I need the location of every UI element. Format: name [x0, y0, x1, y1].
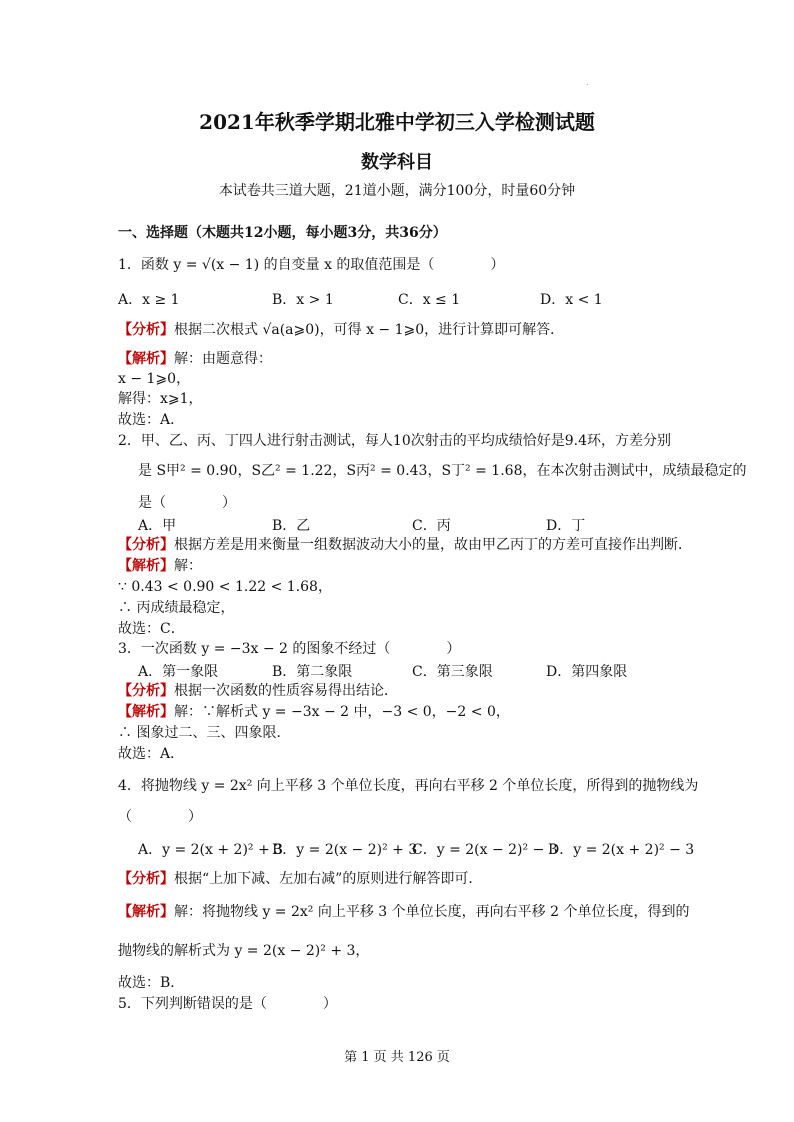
solution-tag: 【解析】: [118, 904, 174, 920]
q3-stem: 3．一次函数 y = −3x − 2 的图象不经过（ ）: [118, 641, 461, 657]
analysis-tag: 【分析】: [118, 537, 174, 553]
q2-step-2: ∵ 0.43 < 0.90 < 1.22 < 1.68，: [118, 579, 332, 595]
q4-step-3: 故选：B．: [118, 975, 185, 991]
q1-analysis-line: [118, 321, 564, 339]
q4-analysis: 根据“上加下减、左加右减”的原则进行解答即可．: [174, 871, 483, 887]
q2-option-b: B．乙: [272, 518, 311, 534]
q3-step-3: 故选：A．: [118, 746, 185, 762]
solution-tag: 【解析】: [118, 558, 174, 574]
q3-solution: 解：∵解析式 y = −3x − 2 中，−3 < 0，−2 < 0，: [174, 704, 510, 720]
exam-title: 2021年秋季学期北雅中学初三入学检测试题: [199, 110, 595, 134]
q3-option-d: D．第四象限: [546, 664, 628, 680]
exam-intro: 本试卷共三道大题，21道小题，满分100分，时量60分钟: [218, 183, 576, 199]
q3-option-a: A．第一象限: [138, 664, 219, 680]
q2-stem-1: 2．甲、乙、丙、丁四人进行射击测试，每人10次射击的平均成绩恰好是9.4环，方差分别: [118, 433, 671, 449]
page-footer: 第 1 页 共 126 页: [344, 1050, 450, 1065]
q1-step-2: x − 1⩾0，: [118, 371, 191, 387]
q4-stem-2: （ ）: [118, 809, 202, 825]
q1-option-c: C．x ≤ 1: [398, 292, 461, 308]
q4-stem-1: 4．将抛物线 y = 2x² 向上平移 3 个单位长度，再向右平移 2 个单位长度，所得到的抛物线为: [118, 778, 699, 794]
q4-step-2: 抛物线的解析式为 y = 2(x − 2)² + 3，: [118, 943, 370, 959]
q1-step-3: 解得：x⩾1，: [118, 391, 203, 407]
stray-dot: .: [586, 78, 589, 87]
q1-solution: 解：由题意得：: [174, 351, 272, 367]
analysis-tag: 【分析】: [118, 871, 174, 887]
q2-option-a: A．甲: [138, 518, 177, 534]
q4-option-b: B．y = 2(x − 2)² + 3: [272, 842, 418, 858]
q3-step-2: ∴ 图象过二、三、四象限．: [118, 725, 291, 741]
q2-solution-line: [118, 557, 202, 575]
q2-option-d: D．丁: [546, 518, 586, 534]
q1-option-b: B．x > 1: [272, 292, 334, 308]
q4-solution-line: [118, 903, 689, 921]
q4-option-c: C．y = 2(x − 2)² − 3: [412, 842, 558, 858]
q2-analysis-line: [118, 536, 692, 554]
section-heading: 一、选择题（木题共12小题，每小题3分，共36分）: [118, 225, 447, 241]
q5-stem: 5．下列判断错误的是（ ）: [118, 996, 337, 1012]
q2-stem-3: 是（ ）: [138, 495, 236, 511]
solution-tag: 【解析】: [118, 351, 174, 367]
q1-stem: 1．函数 y = √(x − 1) 的自变量 x 的取值范围是（ ）: [118, 257, 505, 273]
q3-option-c: C．第三象限: [412, 664, 493, 680]
solution-tag: 【解析】: [118, 704, 174, 720]
q3-solution-line: [118, 703, 510, 721]
q2-analysis: 根据方差是用来衡量一组数据波动大小的量，故由甲乙丙丁的方差可直接作出判断．: [174, 537, 692, 553]
q2-stem-2: 是 S甲² = 0.90，S乙² = 1.22，S丙² = 0.43，S丁² = 1.68，在本次射击测试中，成绩最稳定的: [138, 463, 747, 479]
q2-option-c: C．丙: [412, 518, 451, 534]
q4-option-d: D．y = 2(x + 2)² − 3: [548, 842, 695, 858]
exam-subtitle: 数学科目: [361, 152, 433, 173]
q2-solution: 解：: [174, 558, 202, 574]
q1-option-a: A．x ≥ 1: [118, 292, 180, 308]
analysis-tag: 【分析】: [118, 683, 174, 699]
q1-step-4: 故选：A．: [118, 412, 185, 428]
q1-analysis: 根据二次根式 √a(a⩾0)，可得 x − 1⩾0，进行计算即可解答．: [174, 322, 565, 338]
q4-option-a: A．y = 2(x + 2)² + 3: [138, 842, 284, 858]
analysis-tag: 【分析】: [118, 322, 174, 338]
q2-step-3: ∴ 丙成绩最稳定，: [118, 600, 235, 616]
q3-option-b: B．第二象限: [272, 664, 353, 680]
q3-analysis: 根据一次函数的性质容易得出结论．: [174, 683, 398, 699]
q1-option-d: D．x < 1: [540, 292, 603, 308]
q4-analysis-line: [118, 870, 482, 888]
q3-analysis-line: [118, 682, 398, 700]
q1-solution-line: [118, 350, 272, 368]
q2-step-4: 故选：C．: [118, 621, 185, 637]
q4-solution: 解：将抛物线 y = 2x² 向上平移 3 个单位长度，再向右平移 2 个单位长度，得到的: [174, 904, 690, 920]
